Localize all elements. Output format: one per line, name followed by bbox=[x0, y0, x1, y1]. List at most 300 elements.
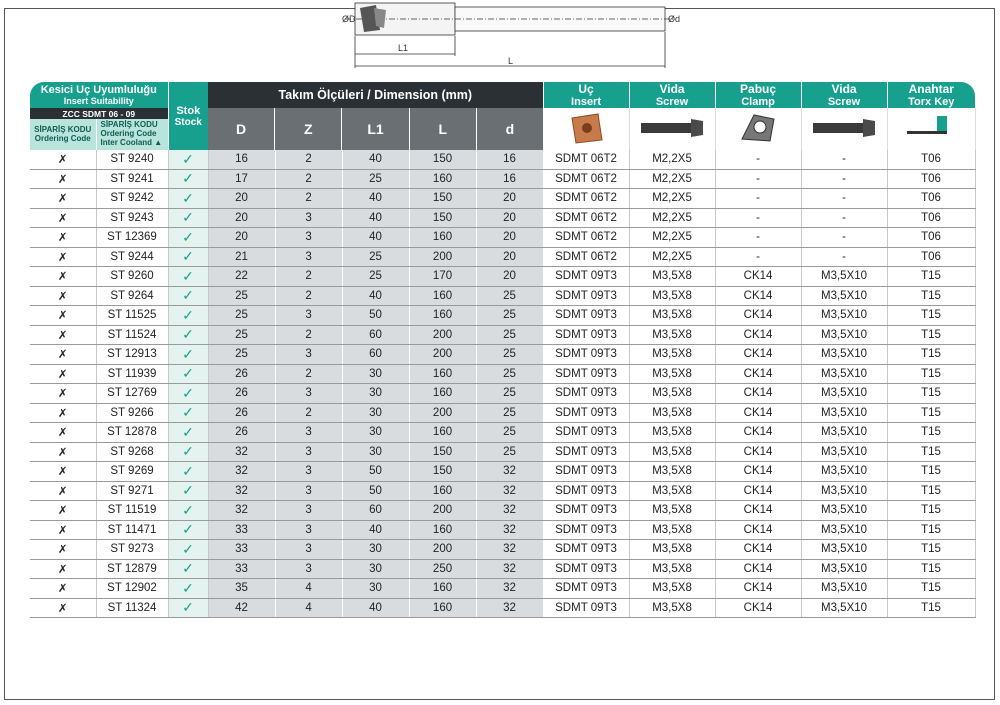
cell-stock-check: ✓ bbox=[168, 501, 208, 521]
table-row bbox=[30, 481, 975, 501]
cell-dim-L: 160 bbox=[409, 228, 476, 248]
cell-insert: SDMT 06T2 bbox=[543, 228, 629, 248]
cell-insert: SDMT 06T2 bbox=[543, 189, 629, 209]
cell-clamp: CK14 bbox=[715, 501, 801, 521]
cell-dim-Z: 2 bbox=[275, 364, 342, 384]
cell-dim-D: 26 bbox=[208, 364, 275, 384]
cell-clamp: - bbox=[715, 169, 801, 189]
cell-dim-L1: 50 bbox=[342, 462, 409, 482]
cell-order-code: ST 9271 bbox=[96, 481, 168, 501]
insert-image bbox=[543, 108, 629, 150]
cell-dim-L1: 60 bbox=[342, 501, 409, 521]
key-header bbox=[887, 82, 975, 108]
cell-dim-Z: 2 bbox=[275, 189, 342, 209]
cell-stock-check: ✓ bbox=[168, 286, 208, 306]
cell-dim-L1: 40 bbox=[342, 286, 409, 306]
cell-torx-key: T15 bbox=[887, 540, 975, 560]
cell-screw: M3,5X8 bbox=[629, 598, 715, 618]
cell-dim-L: 200 bbox=[409, 540, 476, 560]
cell-screw: M3,5X8 bbox=[629, 286, 715, 306]
insert-sub: Insert bbox=[571, 96, 602, 108]
cell-dim-d: 32 bbox=[476, 481, 543, 501]
cell-torx-key: T15 bbox=[887, 520, 975, 540]
cell-dim-Z: 2 bbox=[275, 169, 342, 189]
cell-screw: M2,2X5 bbox=[629, 150, 715, 169]
cell-screw: M3,5X8 bbox=[629, 579, 715, 599]
cell-screw2: M3,5X10 bbox=[801, 423, 887, 443]
cell-dim-L: 160 bbox=[409, 520, 476, 540]
cell-cooling-mark: ✗ bbox=[30, 559, 96, 579]
cell-stock-check: ✓ bbox=[168, 189, 208, 209]
cell-dim-L: 200 bbox=[409, 247, 476, 267]
cell-torx-key: T15 bbox=[887, 364, 975, 384]
cell-screw: M2,2X5 bbox=[629, 208, 715, 228]
cell-stock-check: ✓ bbox=[168, 267, 208, 287]
cell-screw: M3,5X8 bbox=[629, 345, 715, 365]
cell-screw: M2,2X5 bbox=[629, 228, 715, 248]
insert-header bbox=[543, 82, 629, 108]
cell-dim-D: 26 bbox=[208, 403, 275, 423]
screw-sub: Screw bbox=[655, 96, 689, 108]
cell-dim-Z: 3 bbox=[275, 442, 342, 462]
cell-order-code: ST 9268 bbox=[96, 442, 168, 462]
cell-cooling-mark: ✗ bbox=[30, 189, 96, 209]
cell-insert: SDMT 09T3 bbox=[543, 462, 629, 482]
cell-torx-key: T06 bbox=[887, 169, 975, 189]
cell-dim-D: 22 bbox=[208, 267, 275, 287]
dim-col-Z: Z bbox=[275, 108, 342, 150]
dim-col-L1: L1 bbox=[342, 108, 409, 150]
cell-dim-L: 160 bbox=[409, 364, 476, 384]
cell-dim-d: 20 bbox=[476, 247, 543, 267]
cell-dim-D: 33 bbox=[208, 540, 275, 560]
cell-dim-Z: 2 bbox=[275, 325, 342, 345]
cell-order-code: ST 12878 bbox=[96, 423, 168, 443]
cell-order-code: ST 9243 bbox=[96, 208, 168, 228]
cell-torx-key: T06 bbox=[887, 150, 975, 169]
cell-insert: SDMT 09T3 bbox=[543, 306, 629, 326]
cell-clamp: - bbox=[715, 247, 801, 267]
table-row bbox=[30, 345, 975, 365]
table-row bbox=[30, 384, 975, 404]
cell-dim-Z: 3 bbox=[275, 345, 342, 365]
screw-header bbox=[629, 82, 715, 108]
table-row bbox=[30, 442, 975, 462]
cell-order-code: ST 11519 bbox=[96, 501, 168, 521]
cell-order-code: ST 11471 bbox=[96, 520, 168, 540]
cell-insert: SDMT 06T2 bbox=[543, 247, 629, 267]
cell-dim-D: 32 bbox=[208, 462, 275, 482]
cell-torx-key: T15 bbox=[887, 267, 975, 287]
table-row bbox=[30, 598, 975, 618]
cell-dim-d: 32 bbox=[476, 540, 543, 560]
cell-dim-L: 160 bbox=[409, 481, 476, 501]
cell-dim-L: 160 bbox=[409, 579, 476, 599]
cell-torx-key: T15 bbox=[887, 345, 975, 365]
cell-dim-L1: 40 bbox=[342, 189, 409, 209]
cell-clamp: - bbox=[715, 189, 801, 209]
cell-dim-L1: 30 bbox=[342, 423, 409, 443]
cell-dim-L: 160 bbox=[409, 598, 476, 618]
cell-cooling-mark: ✗ bbox=[30, 247, 96, 267]
cell-insert: SDMT 09T3 bbox=[543, 481, 629, 501]
cell-insert: SDMT 09T3 bbox=[543, 384, 629, 404]
cell-insert: SDMT 09T3 bbox=[543, 540, 629, 560]
cell-stock-check: ✓ bbox=[168, 325, 208, 345]
cell-dim-d: 25 bbox=[476, 442, 543, 462]
cell-clamp: CK14 bbox=[715, 423, 801, 443]
cell-dim-D: 32 bbox=[208, 442, 275, 462]
cell-dim-d: 16 bbox=[476, 150, 543, 169]
cell-stock-check: ✓ bbox=[168, 579, 208, 599]
cell-dim-L1: 40 bbox=[342, 228, 409, 248]
clamp-image bbox=[715, 108, 801, 150]
cell-dim-Z: 3 bbox=[275, 501, 342, 521]
cell-cooling-mark: ✗ bbox=[30, 169, 96, 189]
table-row bbox=[30, 150, 975, 169]
cell-clamp: CK14 bbox=[715, 598, 801, 618]
cell-screw2: M3,5X10 bbox=[801, 598, 887, 618]
drawing-label-D: ØD bbox=[342, 14, 356, 24]
table-row bbox=[30, 403, 975, 423]
cell-cooling-mark: ✗ bbox=[30, 501, 96, 521]
cell-stock-check: ✓ bbox=[168, 598, 208, 618]
cell-insert: SDMT 09T3 bbox=[543, 267, 629, 287]
cell-dim-D: 32 bbox=[208, 481, 275, 501]
cell-clamp: - bbox=[715, 150, 801, 169]
cell-dim-L: 160 bbox=[409, 286, 476, 306]
cell-clamp: CK14 bbox=[715, 520, 801, 540]
cell-stock-check: ✓ bbox=[168, 462, 208, 482]
order-code-header bbox=[30, 119, 96, 150]
cell-dim-L: 200 bbox=[409, 501, 476, 521]
cell-cooling-mark: ✗ bbox=[30, 286, 96, 306]
cell-dim-L: 200 bbox=[409, 345, 476, 365]
cell-cooling-mark: ✗ bbox=[30, 481, 96, 501]
table-row bbox=[30, 579, 975, 599]
cell-dim-Z: 3 bbox=[275, 520, 342, 540]
cell-screw2: M3,5X10 bbox=[801, 267, 887, 287]
order-code2-en: Ordering Code bbox=[100, 129, 157, 139]
cell-dim-L1: 50 bbox=[342, 306, 409, 326]
cell-order-code: ST 12879 bbox=[96, 559, 168, 579]
cell-dim-Z: 3 bbox=[275, 559, 342, 579]
cell-stock-check: ✓ bbox=[168, 247, 208, 267]
cell-clamp: CK14 bbox=[715, 345, 801, 365]
stock-title: Stok bbox=[176, 104, 201, 117]
cell-cooling-mark: ✗ bbox=[30, 325, 96, 345]
cell-insert: SDMT 09T3 bbox=[543, 423, 629, 443]
drawing-label-L: L bbox=[508, 56, 514, 66]
cell-insert: SDMT 09T3 bbox=[543, 520, 629, 540]
cell-cooling-mark: ✗ bbox=[30, 267, 96, 287]
cell-cooling-mark: ✗ bbox=[30, 364, 96, 384]
cell-screw: M3,5X8 bbox=[629, 501, 715, 521]
order-code-en: Ordering Code bbox=[34, 133, 91, 143]
insert-title: Uç bbox=[578, 82, 594, 96]
cell-dim-Z: 2 bbox=[275, 286, 342, 306]
cell-cooling-mark: ✗ bbox=[30, 403, 96, 423]
cell-dim-L1: 50 bbox=[342, 481, 409, 501]
suitability-header bbox=[30, 82, 168, 108]
cell-screw: M3,5X8 bbox=[629, 520, 715, 540]
cell-dim-L: 200 bbox=[409, 325, 476, 345]
cell-torx-key: T15 bbox=[887, 423, 975, 443]
cell-screw: M3,5X8 bbox=[629, 462, 715, 482]
table-body bbox=[30, 150, 975, 618]
cell-torx-key: T15 bbox=[887, 442, 975, 462]
cell-dim-Z: 3 bbox=[275, 384, 342, 404]
cell-clamp: CK14 bbox=[715, 267, 801, 287]
suitability-sub: Insert Suitability bbox=[63, 96, 134, 106]
cell-screw: M3,5X8 bbox=[629, 267, 715, 287]
cell-dim-L1: 30 bbox=[342, 364, 409, 384]
cell-insert: SDMT 09T3 bbox=[543, 579, 629, 599]
cell-stock-check: ✓ bbox=[168, 384, 208, 404]
cell-dim-L1: 40 bbox=[342, 520, 409, 540]
dimensions-header bbox=[208, 82, 543, 108]
cell-stock-check: ✓ bbox=[168, 481, 208, 501]
cell-dim-L1: 60 bbox=[342, 345, 409, 365]
cell-screw2: - bbox=[801, 189, 887, 209]
tool-drawing bbox=[330, 0, 690, 76]
cell-torx-key: T15 bbox=[887, 286, 975, 306]
zcc-label: ZCC SDMT 06 - 09 bbox=[30, 108, 168, 119]
cell-screw: M2,2X5 bbox=[629, 247, 715, 267]
table-row bbox=[30, 520, 975, 540]
cell-dim-d: 32 bbox=[476, 520, 543, 540]
cell-screw: M3,5X8 bbox=[629, 423, 715, 443]
cell-stock-check: ✓ bbox=[168, 403, 208, 423]
cell-order-code: ST 11525 bbox=[96, 306, 168, 326]
order-code2-tr: SİPARİŞ KODU bbox=[100, 120, 158, 130]
table-row bbox=[30, 189, 975, 209]
cell-dim-D: 20 bbox=[208, 228, 275, 248]
cell-screw: M3,5X8 bbox=[629, 306, 715, 326]
screw-image bbox=[629, 108, 715, 150]
dimensions-sub: Dimension (mm) bbox=[374, 88, 473, 102]
table-row bbox=[30, 306, 975, 326]
cell-dim-D: 32 bbox=[208, 501, 275, 521]
cell-stock-check: ✓ bbox=[168, 520, 208, 540]
cell-cooling-mark: ✗ bbox=[30, 598, 96, 618]
cell-insert: SDMT 09T3 bbox=[543, 286, 629, 306]
cell-torx-key: T06 bbox=[887, 189, 975, 209]
cell-screw2: M3,5X10 bbox=[801, 481, 887, 501]
cell-torx-key: T06 bbox=[887, 247, 975, 267]
cell-screw2: - bbox=[801, 150, 887, 169]
cell-dim-L1: 30 bbox=[342, 384, 409, 404]
cell-screw: M3,5X8 bbox=[629, 364, 715, 384]
cell-dim-d: 32 bbox=[476, 559, 543, 579]
cell-dim-D: 42 bbox=[208, 598, 275, 618]
table-row bbox=[30, 423, 975, 443]
cell-cooling-mark: ✗ bbox=[30, 208, 96, 228]
dim-columns bbox=[208, 108, 543, 150]
cell-cooling-mark: ✗ bbox=[30, 150, 96, 169]
cell-dim-L: 200 bbox=[409, 403, 476, 423]
cell-dim-L1: 30 bbox=[342, 403, 409, 423]
cell-dim-d: 20 bbox=[476, 208, 543, 228]
cell-screw2: M3,5X10 bbox=[801, 520, 887, 540]
cell-dim-d: 32 bbox=[476, 579, 543, 599]
cell-dim-d: 32 bbox=[476, 598, 543, 618]
cell-dim-d: 20 bbox=[476, 267, 543, 287]
clamp-title: Pabuç bbox=[740, 82, 777, 96]
cell-order-code: ST 9260 bbox=[96, 267, 168, 287]
cell-dim-L: 160 bbox=[409, 423, 476, 443]
cell-order-code: ST 9241 bbox=[96, 169, 168, 189]
cell-dim-L1: 30 bbox=[342, 540, 409, 560]
cell-dim-Z: 3 bbox=[275, 462, 342, 482]
cell-insert: SDMT 09T3 bbox=[543, 345, 629, 365]
cell-dim-Z: 2 bbox=[275, 150, 342, 169]
cell-dim-d: 25 bbox=[476, 345, 543, 365]
cell-torx-key: T15 bbox=[887, 306, 975, 326]
screw2-image bbox=[801, 108, 887, 150]
cell-order-code: ST 9269 bbox=[96, 462, 168, 482]
cell-torx-key: T15 bbox=[887, 501, 975, 521]
cell-clamp: CK14 bbox=[715, 403, 801, 423]
cell-clamp: CK14 bbox=[715, 579, 801, 599]
cell-stock-check: ✓ bbox=[168, 306, 208, 326]
cell-cooling-mark: ✗ bbox=[30, 579, 96, 599]
cell-order-code: ST 9244 bbox=[96, 247, 168, 267]
screw2-title: Vida bbox=[831, 82, 857, 96]
screw2-sub: Screw bbox=[827, 96, 861, 108]
cell-dim-L1: 40 bbox=[342, 208, 409, 228]
cell-dim-Z: 4 bbox=[275, 579, 342, 599]
cell-cooling-mark: ✗ bbox=[30, 540, 96, 560]
cell-dim-d: 25 bbox=[476, 423, 543, 443]
screw-title: Vida bbox=[659, 82, 685, 96]
cell-torx-key: T15 bbox=[887, 384, 975, 404]
cell-order-code: ST 11324 bbox=[96, 598, 168, 618]
cell-insert: SDMT 09T3 bbox=[543, 403, 629, 423]
cell-dim-D: 21 bbox=[208, 247, 275, 267]
cell-dim-L1: 40 bbox=[342, 598, 409, 618]
cell-screw: M2,2X5 bbox=[629, 169, 715, 189]
cell-dim-d: 32 bbox=[476, 462, 543, 482]
table-row bbox=[30, 267, 975, 287]
clamp-header bbox=[715, 82, 801, 108]
cell-torx-key: T15 bbox=[887, 481, 975, 501]
cell-order-code: ST 12913 bbox=[96, 345, 168, 365]
cell-torx-key: T06 bbox=[887, 208, 975, 228]
cell-screw2: M3,5X10 bbox=[801, 540, 887, 560]
cell-clamp: CK14 bbox=[715, 462, 801, 482]
cell-dim-d: 25 bbox=[476, 306, 543, 326]
cell-clamp: CK14 bbox=[715, 286, 801, 306]
cell-insert: SDMT 06T2 bbox=[543, 169, 629, 189]
cell-insert: SDMT 09T3 bbox=[543, 364, 629, 384]
cell-dim-d: 20 bbox=[476, 228, 543, 248]
drawing-label-L1: L1 bbox=[398, 43, 409, 53]
cell-order-code: ST 12902 bbox=[96, 579, 168, 599]
cell-stock-check: ✓ bbox=[168, 345, 208, 365]
cell-cooling-mark: ✗ bbox=[30, 520, 96, 540]
cell-dim-D: 20 bbox=[208, 189, 275, 209]
cell-stock-check: ✓ bbox=[168, 559, 208, 579]
cell-stock-check: ✓ bbox=[168, 442, 208, 462]
cell-dim-d: 25 bbox=[476, 403, 543, 423]
cell-stock-check: ✓ bbox=[168, 150, 208, 169]
cell-dim-Z: 3 bbox=[275, 208, 342, 228]
cell-dim-L1: 25 bbox=[342, 267, 409, 287]
cell-insert: SDMT 09T3 bbox=[543, 325, 629, 345]
cell-screw: M3,5X8 bbox=[629, 540, 715, 560]
cell-screw: M3,5X8 bbox=[629, 384, 715, 404]
cell-order-code: ST 11939 bbox=[96, 364, 168, 384]
cell-dim-D: 25 bbox=[208, 345, 275, 365]
cell-dim-D: 20 bbox=[208, 208, 275, 228]
cell-clamp: - bbox=[715, 228, 801, 248]
cell-dim-Z: 3 bbox=[275, 228, 342, 248]
drawing-label-d: Ød bbox=[668, 14, 681, 24]
cell-dim-L: 160 bbox=[409, 384, 476, 404]
cell-dim-d: 25 bbox=[476, 384, 543, 404]
cell-dim-Z: 2 bbox=[275, 267, 342, 287]
table-row bbox=[30, 169, 975, 189]
cell-torx-key: T15 bbox=[887, 559, 975, 579]
cell-screw: M3,5X8 bbox=[629, 325, 715, 345]
screw2-header bbox=[801, 82, 887, 108]
cell-insert: SDMT 09T3 bbox=[543, 501, 629, 521]
cell-dim-Z: 2 bbox=[275, 403, 342, 423]
cell-clamp: CK14 bbox=[715, 481, 801, 501]
cell-dim-D: 17 bbox=[208, 169, 275, 189]
cell-screw2: M3,5X10 bbox=[801, 559, 887, 579]
cell-order-code: ST 9240 bbox=[96, 150, 168, 169]
cell-screw2: - bbox=[801, 247, 887, 267]
cell-order-code: ST 9266 bbox=[96, 403, 168, 423]
dim-col-L: L bbox=[410, 108, 477, 150]
cell-dim-D: 33 bbox=[208, 520, 275, 540]
table-row bbox=[30, 247, 975, 267]
table-row bbox=[30, 208, 975, 228]
cell-dim-D: 16 bbox=[208, 150, 275, 169]
cell-dim-Z: 3 bbox=[275, 481, 342, 501]
cell-dim-L: 150 bbox=[409, 150, 476, 169]
cell-screw: M3,5X8 bbox=[629, 481, 715, 501]
cell-dim-D: 25 bbox=[208, 306, 275, 326]
cell-screw2: M3,5X10 bbox=[801, 403, 887, 423]
cell-dim-D: 26 bbox=[208, 423, 275, 443]
cell-dim-d: 25 bbox=[476, 364, 543, 384]
table-row bbox=[30, 501, 975, 521]
cell-dim-L: 160 bbox=[409, 306, 476, 326]
cell-dim-D: 25 bbox=[208, 286, 275, 306]
cell-dim-D: 35 bbox=[208, 579, 275, 599]
dim-col-D: D bbox=[208, 108, 275, 150]
table-row bbox=[30, 462, 975, 482]
cell-dim-Z: 4 bbox=[275, 598, 342, 618]
cell-dim-L1: 60 bbox=[342, 325, 409, 345]
cell-dim-d: 16 bbox=[476, 169, 543, 189]
cell-order-code: ST 9242 bbox=[96, 189, 168, 209]
stock-sub: Stock bbox=[174, 116, 202, 128]
table-row bbox=[30, 228, 975, 248]
cell-screw: M2,2X5 bbox=[629, 189, 715, 209]
cell-screw: M3,5X8 bbox=[629, 403, 715, 423]
cell-screw: M3,5X8 bbox=[629, 559, 715, 579]
cell-dim-Z: 3 bbox=[275, 306, 342, 326]
cell-cooling-mark: ✗ bbox=[30, 442, 96, 462]
cell-clamp: CK14 bbox=[715, 559, 801, 579]
cell-insert: SDMT 09T3 bbox=[543, 559, 629, 579]
cell-clamp: CK14 bbox=[715, 442, 801, 462]
dimensions-title: Takım Ölçüleri / bbox=[278, 88, 375, 102]
